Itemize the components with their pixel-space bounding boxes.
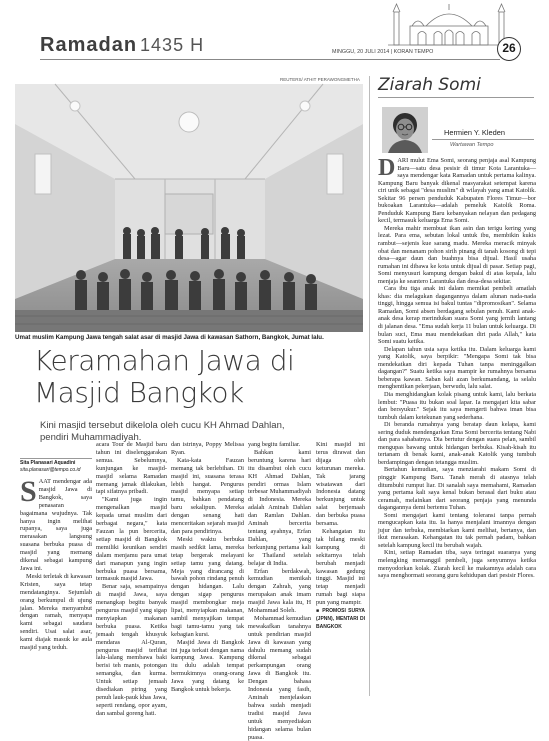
paragraph-text: ARI mulut Ema Somi, seorang penjaja asal Kampung Baru—satu desa pesisir di timur Kota Larantuka—saya mendengar kata Ramadan untuk pertama kalinya. Kampung Baru banyak dikenal masyarakat setempat karena ciri unik sebagai "desa muslim" di wilayah yang amat Katolik. Sekitar 96 persen penduduk Kabupaten Flores Timur—bor bukoakan Larantuka—adalah pemeluk Katolik Roma. Penduduk Kampung Baru kebanyakan nelayan dan pedagang kecil, termasuk keluarga Ema Somi. [378, 157, 536, 225]
section-name: Ramadan [40, 34, 138, 56]
page-number: 26 [497, 37, 521, 61]
byline-name: Sita Planasari Aquadini [20, 459, 76, 466]
article-paragraph: Kini masjid ini terus dirawat dan dijaga oleh keturunan mereka. Tak jarang wisatawan dari Indonesia datang berkunjung untuk salat berjemaah dan berbuka puasa bersama. [316, 441, 365, 528]
sidebar-paragraph: Kini, setiap Ramadan tiba, saya teringat suaranya yang melengking memanggil pembeli, juga senyumnya ketika menyodorkan kolak. Ziarah kecil ke makamnya adalah cara saya menghormati seorang guru kehidupan dari pesisir Flores. [378, 549, 536, 580]
issue-date: MINGGU, 20 JULI 2014 | KORAN TEMPO [332, 49, 434, 55]
article-paragraph: Benar saja, sesampainya di masjid Jawa, saya menangkap begitu banyak pengurus masjid yang sigap menyiapkan makanan berbuka puasa. Ketika jemaah tengah khusyuk mendaras Al-Quran, pengurus masjid terlihat lalu-lalang membawa baki berisi teh manis, potongan semangka, dan kurma. Untuk setiap jemaah disediakan piring yang penuh lauk-pauk khas Jawa, seperti rendang, opor ayam, dan sambal goreng hati. [96, 583, 167, 717]
sidebar-paragraph: Delapan tahun usia saya ketika itu. Dalam keluarga kami yang Katolik, saya berpikir: "Mengapa Somi tak bisa mendekatkan diri kepada Tuhan tanpa meninggalkan dagangan?" Suatu ketika saya mampir ke rumahnya bersama beberapa kawan. Saban kali azan berkumandang, ia selalu menghentikan pekerjaan, berwudu, lalu salat. [378, 345, 536, 391]
article-end-mark: ■ PROMOSI SURYA (JPNN), MENTARI DI BANGKOK [316, 608, 365, 630]
column-divider [369, 76, 370, 696]
headline: Keramahan Jawa di Masjid Bangkok [34, 344, 295, 409]
article-column-2 [96, 441, 167, 717]
sidebar-body [378, 157, 536, 700]
article-column-3 [171, 441, 244, 700]
paragraph-text: AAT mendengar ada masjid Jawa di Bangkok, saya penasaran bagaimana wujudnya. Tak hanya ingin melihat rupanya, saya juga merasakan langsung suasana berbuka puasa di masjid yang memang dikenal sebagai kampung Jawa ini. [20, 478, 92, 572]
subheadline: Kini masjid tersebut dikelola oleh cucu KH Ahmad Dahlan, pendiri Muhammadiyah. [40, 420, 285, 443]
byline-email: sita.planasari@tempo.co.id [20, 466, 81, 473]
section-title [40, 34, 204, 57]
section-year: 1435 H [140, 35, 205, 55]
article-paragraph: Bahkan kami beruntung karena hari itu disambut oleh cucu KH Ahmad Dahlan, pendiri ormas Islam terbesar Muhammadiyah di Indonesia. Mereka adalah Aminah Dahlan dan Ramlan Dahlan. Aminah bercerita tentang ayahnya, Erfan Dahlan, yang berkunjung pertama kali ke Thailand setelah belajar di India. [248, 448, 311, 567]
byline [20, 457, 92, 474]
byline-rule [20, 458, 92, 459]
sidebar-paragraph: Somi mengajari kami tentang toleransi tanpa pernah mengucapkan kata itu. Ia hanya menjalani imannya dengan jujur dan terbuka, membiarkan kami melihat, bertanya, dan ikut merasakan. Kehangatan itu tak pernah padam, bahkan setelah kampung kecil itu berubah wajah. [378, 511, 536, 549]
article-paragraph [20, 475, 92, 573]
article-paragraph: yang begitu familiar. [248, 441, 301, 448]
article-paragraph: Kata-kata Fauzan memang tak berlebihan. Di masjid ini, suasana terasa lebih hangat. Pengurus masjid menyapa setiap tamu, bahkan pendatang baru sekalipun. Mereka dengan senang hati menceritakan sejarah masjid dan para pendirinya. [171, 456, 244, 535]
article-column-1 [20, 475, 92, 700]
photo-credit: REUTERS/ ATHIT PERAWONGMETHA [280, 77, 360, 82]
sidebar-title: Ziarah Somi [378, 75, 481, 95]
masthead-rule [40, 59, 500, 60]
mosque-interior-photo [15, 84, 363, 332]
sidebar-paragraph: Mereka mahir membuat ikan asin dan terigu kering yang lezat. Para ema, sebutan lokal untuk ibu, membikin kukis rambut—sejenis kue sarang madu. Mereka meracik minyak obat dan menanam pohon sirih pinang di tanah kosong di tepi desa—agar daun dan buahnya bisa dijual. Hasil usaha rumahan ini dibawa ke kota untuk dijual di pasar. Setiap pagi, Somi menyusuri kampung dengan bakul di atas kepala, lalu menjaja ke seantero Larantuka dan desa-desa sekitar. [378, 224, 536, 285]
article-paragraph: dan istrinya, Poppy Melissa Ryan. [171, 441, 244, 456]
masthead [0, 0, 549, 68]
article-paragraph: acara Tour de Masjid baru tahun ini diselenggarakan semua. Sebelumnya, kunjungan ke masjid-masjid selama Ramadan memang jamak dilakukan, tapi sifatnya pribadi. [96, 441, 167, 496]
article-column-5 [316, 441, 365, 700]
article-paragraph: Meski waktu berbuka masih sedikit lama, mereka tetap bergerak melayani setiap tamu yang datang. Meja yang dirancang di bawah pohon rindang penuh dengan hidangan. Lalu dengan sigap pengurus masjid membongkar meja lipat, menyiapkan makanan, sambil menyajikan tempat bagi tamu-tamu yang tak kebagian kursi. [171, 535, 244, 638]
article-column-4 [248, 441, 311, 741]
article-paragraph: Mohammad kemudian mewakafkan tanahnya untuk pendirian masjid Jawa di kawasan yang dahulu memang sudah dikenal sebagai perkampungan orang Jawa di Bangkok itu. Dengan bahasa Indonesia yang fasih, Aminah menjelaskan bahwa sudah menjadi tradisi masjid Jawa untuk menyediakan hidangan selama bulan puasa. [248, 614, 311, 741]
sidebar-paragraph: Di beranda rumahnya yang beratap daun kelapa, kami sering duduk mendengarkan Ema Somi bercerita tentang Nabi dan para sahabatnya. Dia bertutur dengan suara pelan, sambil mengupas bawang untuk hidangan berbuka. Kisah-kisah itu tertanam di benak kami, anak-anak Katolik yang tumbuh berdampingan dengan tetangga muslim. [378, 421, 536, 466]
sidebar-paragraph: Bertahun kemudian, saya menziarahi makam Somi di pinggir Kampung Baru. Tanah merah di atasnya telah ditumbuhi rumput liar. Di sanalah saya memahami, Ramadan yang pertama kali saya kenal bukan berasal dari buku atau ceramah, melainkan dari seorang penjaja yang menunda dagangannya demi bertemu Tuhan. [378, 466, 536, 512]
sidebar-title-rule [378, 97, 534, 98]
mosque-illustration [388, 0, 510, 46]
photo-caption: Umat muslim Kampung Jawa tengah salat asar di masjid Jawa di kawasan Sathorn, Bangkok, Jumat lalu. [15, 334, 324, 341]
article-paragraph: "Kami juga ingin mengenalkan masjid kepada umat muslim dari berbagai negara," kata Fauzan la pun bercerita, setiap masjid di Bangkok memiliki keunikan sendiri dalam menjamu para umat dari manapun yang ingin berbuka puasa bersama, termasuk masjid Jawa. [96, 496, 167, 583]
article-paragraph: Meski terletak di kawasan Kristen, saya tetap mendatanginya. Sejumlah orang berkumpul di ujung jalan. Mereka menyambut dengan ramah, menyapa kami sebagai saudara sendiri. Usai salat asar, kami diajak masuk ke aula masjid yang teduh. [20, 572, 92, 652]
author-avatar [382, 107, 428, 153]
sidebar-paragraph: Dia menghidangkan kolak pisang untuk kami, lalu berkata lembut: "Puasa itu bukan soal lapar. Ia mengajari kita sabar dan bersyukur." Sejak itu saya mengerti bahwa iman bisa tumbuh dalam ketekunan yang sederhana. [378, 390, 536, 421]
article-paragraph: Masjid Jawa di Bangkok ini juga terkait dengan nama kampung Jawa. Kampung itu dulu adalah tempat bermukimnya orang-orang Jawa yang datang ke Bangkok untuk bekerja. [171, 638, 244, 694]
drop-cap: S [20, 475, 37, 508]
article-paragraph: Kehangatan itu tak hilang meski kampung di sekitarnya telah berubah menjadi kawasan gedung tinggi. Masjid ini tetap menjadi rumah bagi siapa pun yang mampir. [316, 527, 365, 607]
drop-cap: D [378, 155, 396, 181]
author-rule [432, 139, 534, 140]
author-name: Hermien Y. Kleden [444, 128, 505, 137]
sidebar-paragraph: Cara ibu tiga anak ini dalam memikat pembeli amatlah khas: dia melagukan dagangannya dalam alunan nada-nada tinggi, hingga semua isi bakul tuntas "dipromosikan". Selama Ramadan, Somi absen berdagang sebulan penuh. Kami anak-anak desa kerap merindukan suara Somi yang jernih lantang di jalanan desa. "Ema sudah kerja 11 bulan untuk keluarga. Di bulan suci, Ema mau mendekatkan diri pada Allah," kata Somi suatu ketika. [378, 285, 536, 346]
sidebar-paragraph [378, 157, 536, 225]
author-role: Wartawan Tempo [450, 142, 494, 148]
article-paragraph: Erfan berdakwah, kemudian menikah dengan Zahrah, yang merupakan anak imam masjid Jawa kala itu, H Mohammad Soleh. [248, 567, 311, 615]
